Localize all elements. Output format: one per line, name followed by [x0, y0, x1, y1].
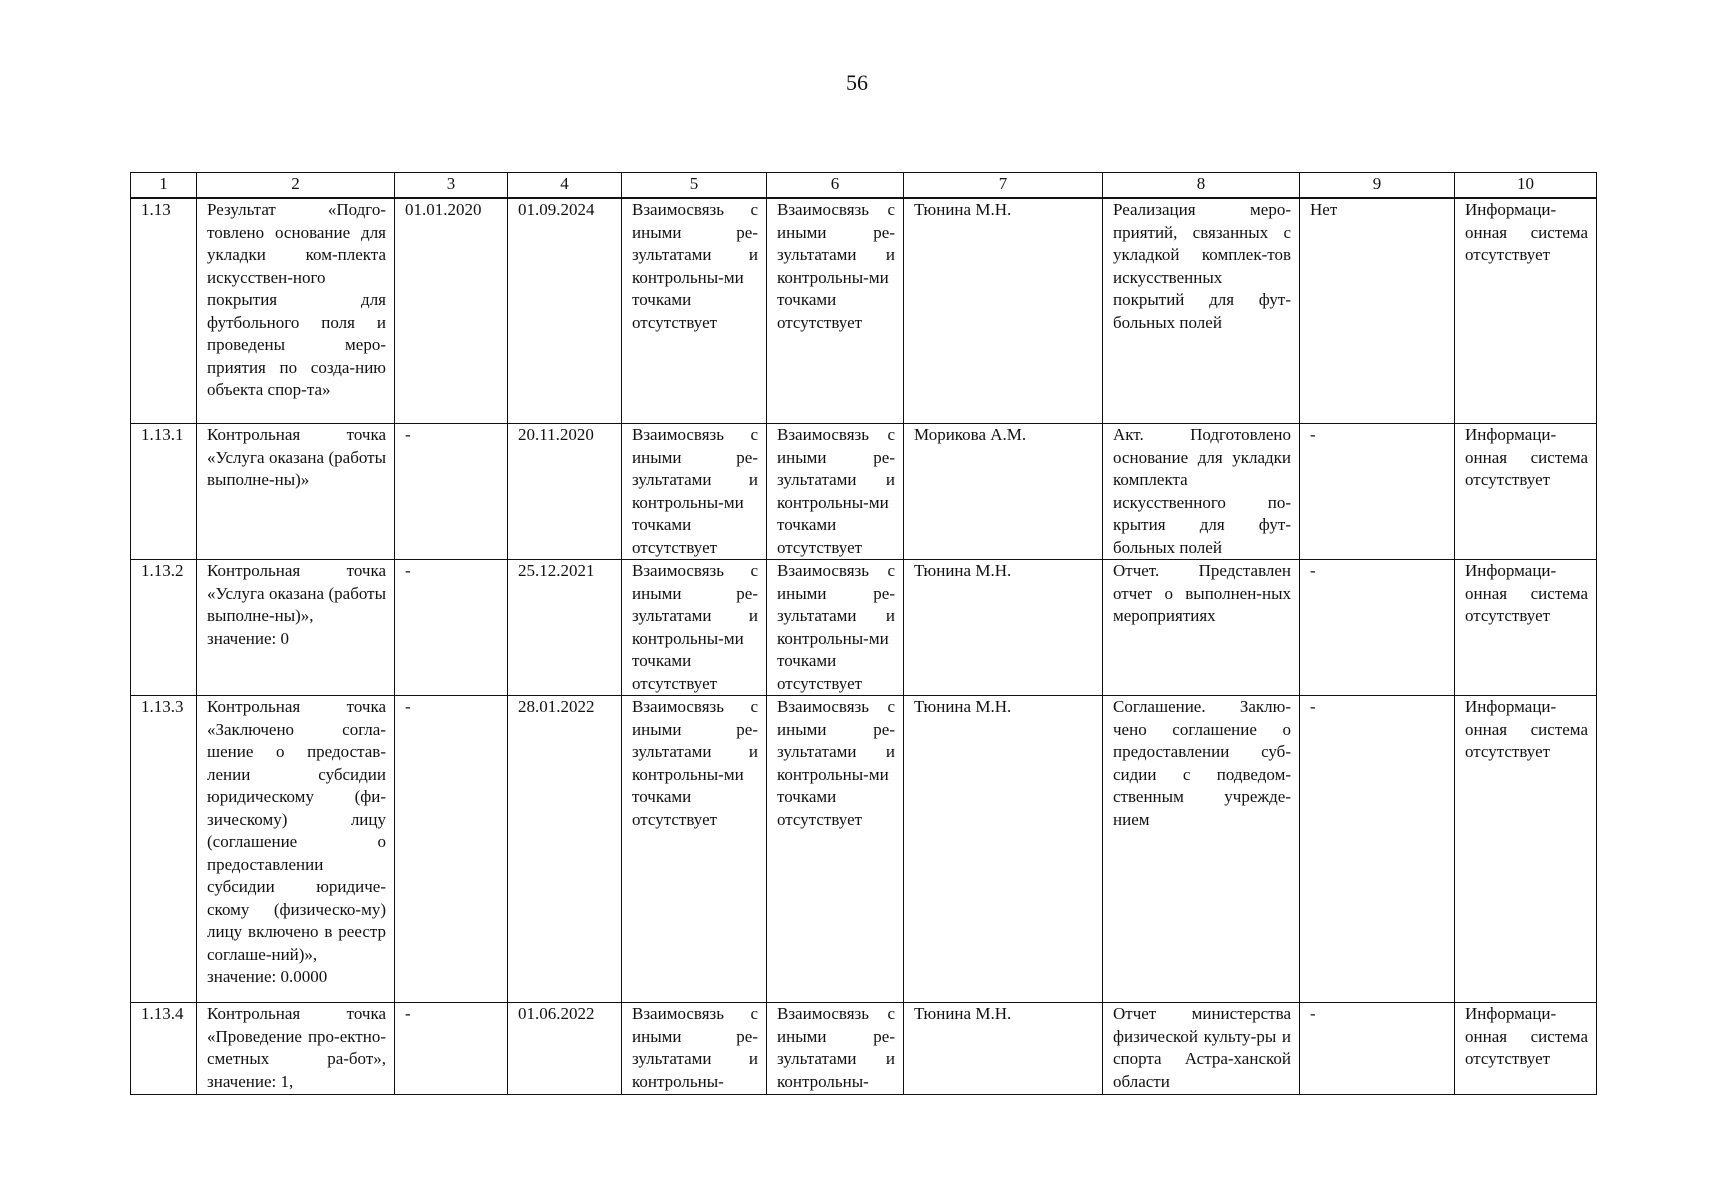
result-description: Реализация меро-приятий, связанных с укладкой комплек-тов искусственных покрытий для фут-больных полей: [1103, 198, 1300, 424]
column-header: 4: [508, 173, 622, 199]
responsible-person: Морикова А.М.: [904, 424, 1103, 560]
row-number: 1.13.1: [131, 424, 197, 560]
relation-col6: Взаимосвязь с иными ре-зультатами и контрольны-ми точками отсутствует: [767, 424, 904, 560]
start-date: -: [395, 1003, 508, 1095]
col9-value: -: [1300, 1003, 1455, 1095]
row-number: 1.13: [131, 198, 197, 424]
table-row: [131, 560, 1597, 696]
table-row: [131, 424, 1597, 560]
column-header: 7: [904, 173, 1103, 199]
info-system: Информаци-онная система отсутствует: [1455, 696, 1597, 1003]
col9-value: -: [1300, 424, 1455, 560]
result-description: Соглашение. Заклю-чено соглашение о предоставлении суб-сидии с подведом-ственным учрежде-нием: [1103, 696, 1300, 1003]
table-header: [131, 173, 1597, 199]
end-date: 01.06.2022: [508, 1003, 622, 1095]
relation-col6: Взаимосвязь с иными ре-зультатами и контрольны-ми точками отсутствует: [767, 696, 904, 1003]
result-description: Отчет. Представлен отчет о выполнен-ных мероприятиях: [1103, 560, 1300, 696]
column-header: 10: [1455, 173, 1597, 199]
item-name: Контрольная точка «Услуга оказана (работы выполне-ны)», значение: 0: [197, 560, 395, 696]
column-header: 9: [1300, 173, 1455, 199]
schedule-table: [130, 172, 1597, 1095]
header-row: [131, 173, 1597, 199]
row-number: 1.13.2: [131, 560, 197, 696]
column-header: 1: [131, 173, 197, 199]
start-date: -: [395, 424, 508, 560]
info-system: Информаци-онная система отсутствует: [1455, 560, 1597, 696]
responsible-person: Тюнина М.Н.: [904, 1003, 1103, 1095]
col9-value: -: [1300, 560, 1455, 696]
column-header: 8: [1103, 173, 1300, 199]
table-row: [131, 696, 1597, 1003]
item-name: Контрольная точка «Услуга оказана (работы выполне-ны)»: [197, 424, 395, 560]
table-row: [131, 198, 1597, 424]
col9-value: Нет: [1300, 198, 1455, 424]
row-number: 1.13.3: [131, 696, 197, 1003]
relation-col5: Взаимосвязь с иными ре-зультатами и контрольны-ми точками отсутствует: [622, 198, 767, 424]
end-date: 25.12.2021: [508, 560, 622, 696]
relation-col5: Взаимосвязь с иными ре-зультатами и контрольны-ми точками отсутствует: [622, 560, 767, 696]
column-header: 3: [395, 173, 508, 199]
table-row: [131, 1003, 1597, 1095]
responsible-person: Тюнина М.Н.: [904, 560, 1103, 696]
info-system: Информаци-онная система отсутствует: [1455, 1003, 1597, 1095]
column-header: 5: [622, 173, 767, 199]
column-header: 6: [767, 173, 904, 199]
relation-col6: Взаимосвязь с иными ре-зультатами и контрольны-ми точками отсутствует: [767, 198, 904, 424]
result-description: Акт. Подготовлено основание для укладки комплекта искусственного по-крытия для фут-больных полей: [1103, 424, 1300, 560]
start-date: -: [395, 696, 508, 1003]
relation-col6: Взаимосвязь с иными ре-зультатами и контрольны-: [767, 1003, 904, 1095]
info-system: Информаци-онная система отсутствует: [1455, 198, 1597, 424]
col9-value: -: [1300, 696, 1455, 1003]
relation-col6: Взаимосвязь с иными ре-зультатами и контрольны-ми точками отсутствует: [767, 560, 904, 696]
row-number: 1.13.4: [131, 1003, 197, 1095]
end-date: 20.11.2020: [508, 424, 622, 560]
item-name: Результат «Подго-товлено основание для укладки ком-плекта искусствен-ного покрытия для футбольного поля и проведены меро-приятия по созда-нию объекта спор-та»: [197, 198, 395, 424]
start-date: 01.01.2020: [395, 198, 508, 424]
page-number: 56: [846, 70, 868, 95]
relation-col5: Взаимосвязь с иными ре-зультатами и контрольны-ми точками отсутствует: [622, 424, 767, 560]
responsible-person: Тюнина М.Н.: [904, 696, 1103, 1003]
relation-col5: Взаимосвязь с иными ре-зультатами и контрольны-ми точками отсутствует: [622, 696, 767, 1003]
item-name: Контрольная точка «Заключено согла-шение о предостав-лении субсидии юридическому (фи-зическому) лицу (соглашение о предоставлении субсидии юридиче-скому (физическо-му) лицу включено в реестр соглаше-ний)», значение: 0.0000: [197, 696, 395, 1003]
column-header: 2: [197, 173, 395, 199]
item-name: Контрольная точка «Проведение про-ектно-сметных ра-бот», значение: 1,: [197, 1003, 395, 1095]
relation-col5: Взаимосвязь с иными ре-зультатами и контрольны-: [622, 1003, 767, 1095]
start-date: -: [395, 560, 508, 696]
result-description: Отчет министерства физической культу-ры и спорта Астра-ханской области: [1103, 1003, 1300, 1095]
responsible-person: Тюнина М.Н.: [904, 198, 1103, 424]
end-date: 28.01.2022: [508, 696, 622, 1003]
end-date: 01.09.2024: [508, 198, 622, 424]
info-system: Информаци-онная система отсутствует: [1455, 424, 1597, 560]
